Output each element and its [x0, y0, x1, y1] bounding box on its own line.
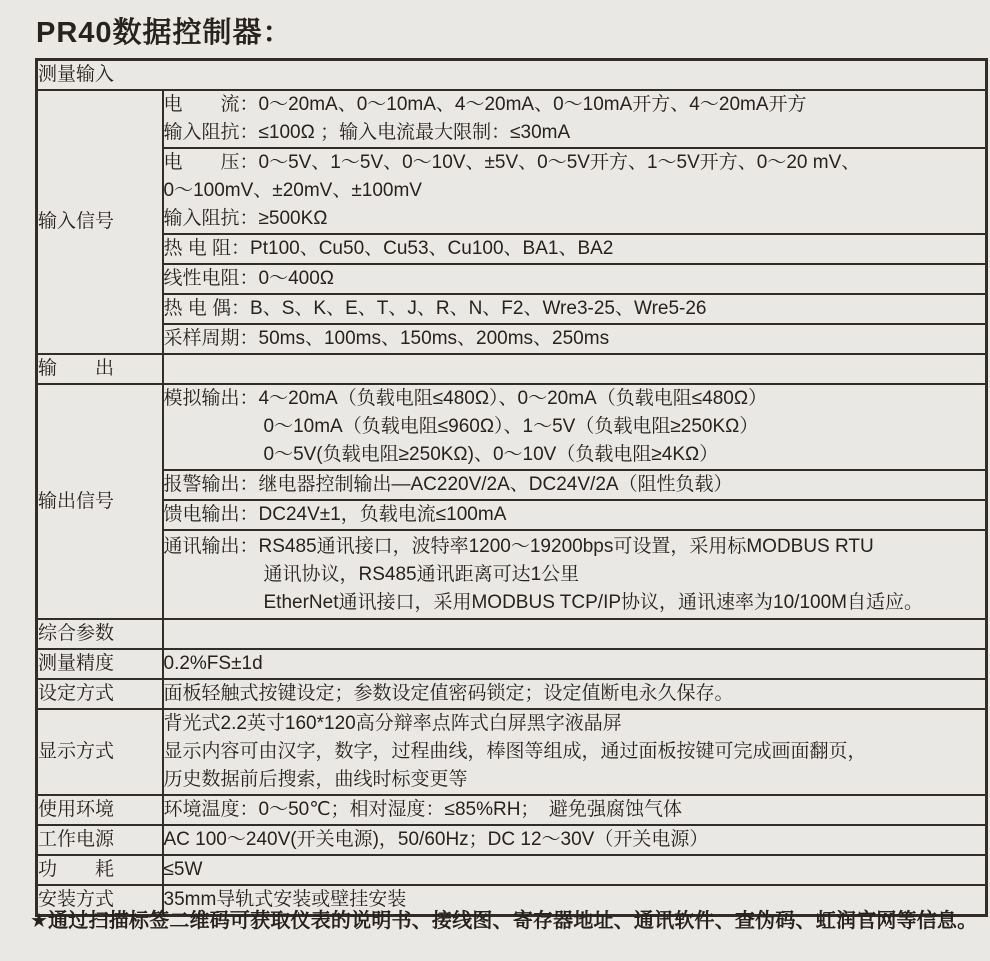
input-current-line-1: 电 流：0～20mA、0～10mA、4～20mA、0～10mA开方、4～20mA开方	[163, 94, 807, 115]
spec-table	[35, 58, 988, 917]
output-communication-line-1: 通讯输出：RS485通讯接口，波特率1200～19200bps可设置，采用标MODBUS RTU	[163, 535, 874, 557]
row-label-input-signal: 输入信号	[37, 90, 163, 354]
display-method-line-3: 历史数据前后搜索，曲线时标变更等	[163, 769, 468, 790]
input-voltage-line-1: 电 压：0～5V、1～5V、0～10V、±5V、0～5V开方、1～5V开方、0～20 mV、	[163, 152, 861, 173]
row-display-method	[37, 709, 987, 795]
display-method-line-2: 显示内容可由汉字，数字，过程曲线，棒图等组成，通过面板按键可完成画面翻页，	[163, 741, 867, 762]
cell-accuracy: 0.2%FS±1d	[163, 649, 987, 679]
row-input-linear-resistance	[37, 264, 987, 294]
section-header-measure-input: 测量输入	[37, 60, 987, 91]
row-input-voltage	[37, 148, 987, 234]
row-section-measure-input	[37, 60, 987, 91]
row-accuracy	[37, 649, 987, 679]
cell-general-empty	[163, 619, 987, 649]
row-section-general-params	[37, 619, 987, 649]
section-header-output: 输 出	[37, 354, 163, 384]
input-voltage-line-2: 0～100mV、±20mV、±100mV	[163, 180, 422, 201]
row-label-display-method: 显示方式	[37, 709, 163, 795]
row-environment	[37, 795, 987, 825]
row-input-rtd	[37, 234, 987, 264]
cell-setting-method: 面板轻触式按键设定；参数设定值密码锁定；设定值断电永久保存。	[163, 679, 987, 709]
row-label-power-supply: 工作电源	[37, 825, 163, 855]
row-label-power-consumption: 功 耗	[37, 855, 163, 885]
cell-installation: 35mm导轨式安装或壁挂安装	[163, 885, 987, 916]
row-input-thermocouple	[37, 294, 987, 324]
row-power-supply	[37, 825, 987, 855]
row-input-current	[37, 90, 987, 148]
row-output-alarm	[37, 470, 987, 500]
cell-power-consumption: ≤5W	[163, 855, 987, 885]
section-header-general-params: 综合参数	[37, 619, 163, 649]
row-section-output	[37, 354, 987, 384]
row-output-communication	[37, 530, 987, 619]
row-label-environment: 使用环境	[37, 795, 163, 825]
row-output-analog	[37, 384, 987, 470]
cell-input-linear-resistance: 线性电阻：0～400Ω	[163, 264, 987, 294]
cell-power-supply: AC 100～240V(开关电源)，50/60Hz；DC 12～30V（开关电源）	[163, 825, 987, 855]
cell-input-voltage	[163, 148, 987, 234]
output-analog-line-1: 模拟输出：4～20mA（负载电阻≤480Ω）、0～20mA（负载电阻≤480Ω）	[163, 388, 768, 409]
cell-input-current	[163, 90, 987, 148]
cell-output-communication	[163, 530, 987, 619]
row-power-consumption	[37, 855, 987, 885]
cell-environment: 环境温度：0～50℃；相对湿度：≤85%RH； 避免强腐蚀气体	[163, 795, 987, 825]
output-communication-line-3: EtherNet通讯接口，采用MODBUS TCP/IP协议，通讯速率为10/100M自适应。	[263, 591, 923, 613]
display-method-line-1: 背光式2.2英寸160*120高分辩率点阵式白屏黑字液晶屏	[163, 713, 622, 734]
row-label-accuracy: 测量精度	[37, 649, 163, 679]
page-title: PR40数据控制器：	[36, 17, 293, 49]
row-label-output-signal: 输出信号	[37, 384, 163, 619]
output-analog-line-3: 0～5V(负载电阻≥250KΩ)、0～10V（负载电阻≥4KΩ）	[263, 444, 719, 465]
row-setting-method	[37, 679, 987, 709]
row-label-setting-method: 设定方式	[37, 679, 163, 709]
input-voltage-line-3: 输入阻抗：≥500KΩ	[163, 208, 328, 229]
cell-output-feed: 馈电输出：DC24V±1，负载电流≤100mA	[163, 500, 987, 530]
cell-input-sampling-period: 采样周期：50ms、100ms、150ms、200ms、250ms	[163, 324, 987, 354]
output-analog-line-2: 0～10mA（负载电阻≤960Ω）、1～5V（负载电阻≥250KΩ）	[263, 416, 759, 437]
cell-input-rtd: 热 电 阻：Pt100、Cu50、Cu53、Cu100、BA1、BA2	[163, 234, 987, 264]
row-output-feed	[37, 500, 987, 530]
cell-output-alarm: 报警输出：继电器控制输出—AC220V/2A、DC24V/2A（阻性负载）	[163, 470, 987, 500]
input-current-line-2: 输入阻抗：≤100Ω ；输入电流最大限制：≤30mA	[163, 122, 571, 143]
cell-display-method	[163, 709, 987, 795]
cell-input-thermocouple: 热 电 偶：B、S、K、E、T、J、R、N、F2、Wre3-25、Wre5-26	[163, 294, 987, 324]
cell-output-analog	[163, 384, 987, 470]
row-label-installation: 安装方式	[37, 885, 163, 916]
footnote: ★通过扫描标签二维码可获取仪表的说明书、接线图、寄存器地址、通讯软件、查伪码、虹润官网等信息。	[30, 910, 978, 932]
row-input-sampling-period	[37, 324, 987, 354]
cell-output-empty	[163, 354, 987, 384]
output-communication-line-2: 通讯协议，RS485通讯距离可达1公里	[263, 563, 580, 585]
